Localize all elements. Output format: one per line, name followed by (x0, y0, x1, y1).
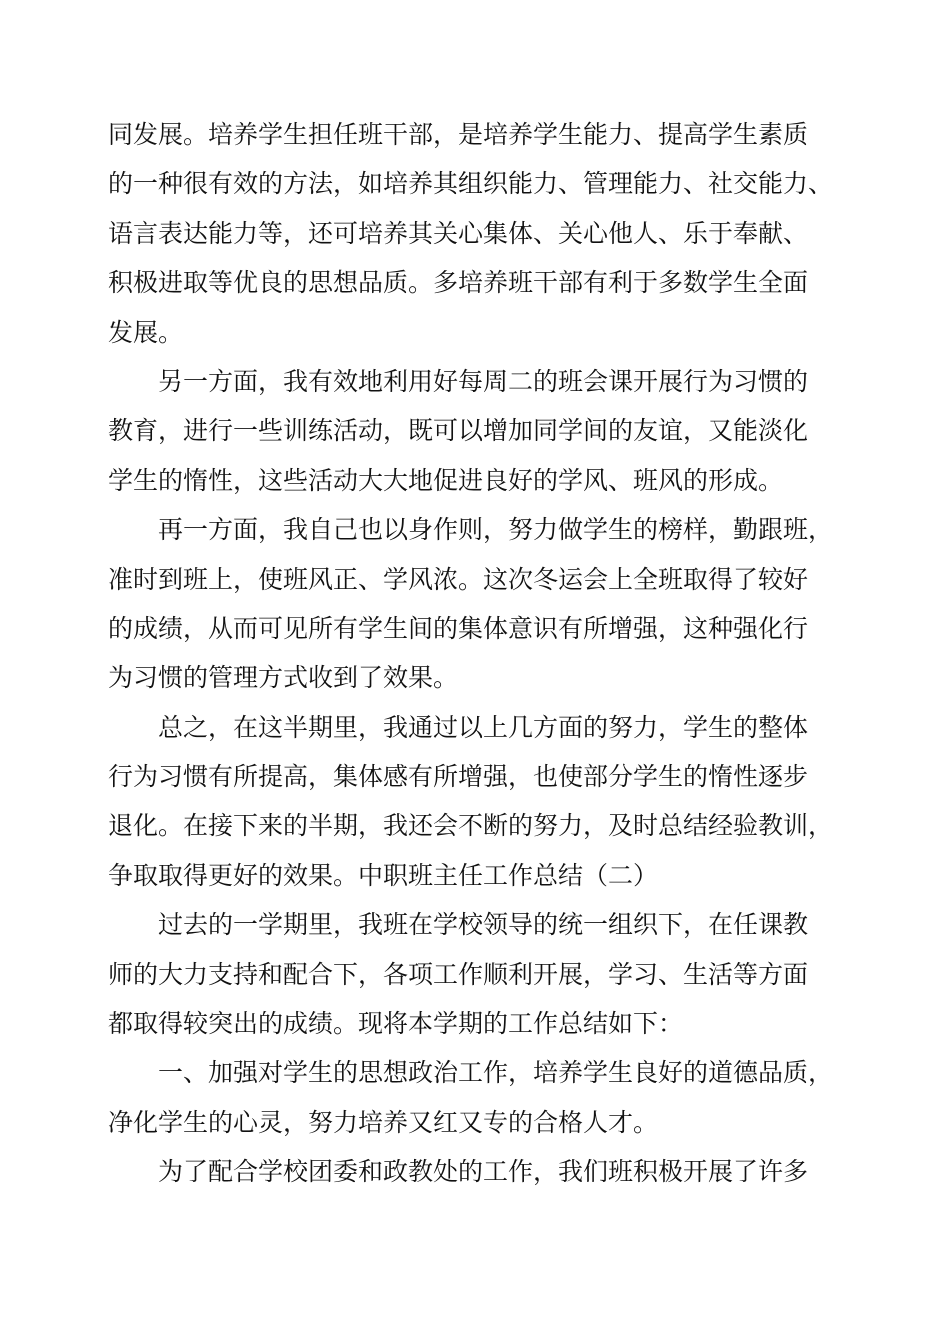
text-line: 教育，进行一些训练活动，既可以增加同学间的友谊，又能淡化 (108, 416, 809, 446)
paragraph-start-line: 过去的一学期里，我班在学校领导的统一组织下，在任课教 (158, 910, 809, 940)
text-line: 的成绩，从而可见所有学生间的集体意识有所增强，这种强化行 (108, 613, 809, 643)
text-line: 同发展。培养学生担任班干部，是培养学生能力、提高学生素质 (108, 120, 809, 149)
paragraph-start-line: 再一方面，我自己也以身作则，努力做学生的榜样，勤跟班， (158, 515, 834, 545)
text-line: 行为习惯有所提高，集体感有所增强，也使部分学生的惰性逐步 (108, 762, 809, 792)
text-line: 的一种很有效的方法，如培养其组织能力、管理能力、社交能力、 (108, 169, 834, 199)
text-line: 退化。在接下来的半期，我还会不断的努力，及时总结经验教训， (108, 811, 834, 841)
text-line: 积极进取等优良的思想品质。多培养班干部有利于多数学生全面 (108, 268, 809, 298)
text-line: 都取得较突出的成绩。现将本学期的工作总结如下： (108, 1009, 684, 1039)
text-line: 语言表达能力等，还可培养其关心集体、关心他人、乐于奉献、 (108, 218, 809, 248)
paragraph-start-line: 总之，在这半期里，我通过以上几方面的努力，学生的整体 (158, 712, 809, 742)
document-body (108, 110, 840, 1197)
paragraph-start-line: 另一方面，我有效地利用好每周二的班会课开展行为习惯的 (158, 366, 809, 396)
paragraph-start-line: 一、加强对学生的思想政治工作，培养学生良好的道德品质， (158, 1058, 834, 1088)
text-line: 争取取得更好的效果。中职班主任工作总结（二） (108, 860, 659, 890)
text-line: 准时到班上，使班风正、学风浓。这次冬运会上全班取得了较好 (108, 564, 809, 594)
paragraph-start-line: 为了配合学校团委和政教处的工作，我们班积极开展了许多 (158, 1157, 809, 1187)
text-line: 净化学生的心灵，努力培养又红又专的合格人才。 (108, 1107, 659, 1137)
text-line: 发展。 (108, 317, 184, 347)
text-line: 学生的惰性，这些活动大大地促进良好的学风、班风的形成。 (108, 465, 784, 495)
text-line: 师的大力支持和配合下，各项工作顺利开展，学习、生活等方面 (108, 959, 809, 989)
text-line: 为习惯的管理方式收到了效果。 (108, 663, 459, 693)
